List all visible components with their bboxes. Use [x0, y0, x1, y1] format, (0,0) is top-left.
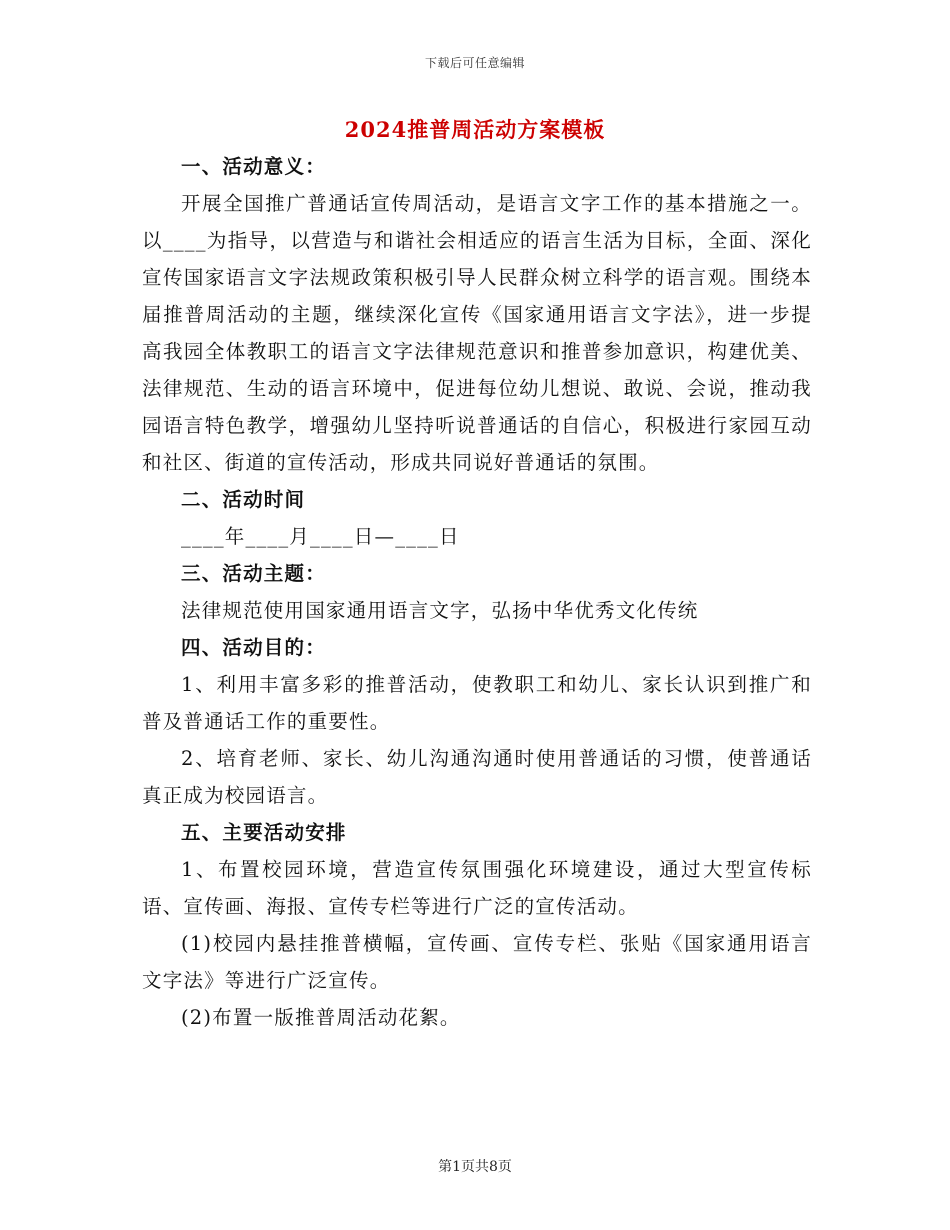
- page-footer: 第1页共8页: [438, 1159, 512, 1175]
- header-note: 下载后可任意编辑: [424, 56, 525, 70]
- section-heading: 四、活动目的：: [181, 636, 326, 659]
- paragraph: (2)布置一版推普周活动花絮。: [181, 1006, 461, 1029]
- section-heading: 五、主要活动安排: [181, 821, 347, 844]
- paragraph: (1)校园内悬挂推普横幅，宣传画、宣传专栏、张贴《国家通用语言文字法》等进行广泛宣传。: [142, 932, 812, 992]
- paragraph: 开展全国推广普通话宣传周活动，是语言文字工作的基本措施之一。以____为指导，以营造与和谐社会相适应的语言生活为目标，全面、深化宣传国家语言文字法规政策积极引导人民群众树立科学的语言观。围绕本届推普周活动的主题，继续深化宣传《国家通用语言文字法》，进一步提高我园全体教职工的语言文字法律规范意识和推普参加意识，构建优美、法律规范、生动的语言环境中，促进每位幼儿想说、敢说、会说，推动我园语言特色教学，增强幼儿坚持听说普通话的自信心，积极进行家园互动和社区、街道的宣传活动，形成共同说好普通话的氛围。: [142, 192, 812, 474]
- section-heading: 二、活动时间: [181, 488, 306, 511]
- document-title: 2024推普周活动方案模板: [344, 117, 606, 142]
- paragraph: 1、布置校园环境，营造宣传氛围强化环境建设，通过大型宣传标语、宣传画、海报、宣传专栏等进行广泛的宣传活动。: [142, 858, 812, 918]
- paragraph: 2、培育老师、家长、幼儿沟通沟通时使用普通话的习惯，使普通话真正成为校园语言。: [142, 747, 812, 807]
- paragraph: 1、利用丰富多彩的推普活动，使教职工和幼儿、家长认识到推广和普及普通话工作的重要性。: [142, 673, 812, 733]
- document-body: [142, 148, 812, 1036]
- section-heading: 一、活动意义：: [181, 155, 326, 178]
- paragraph: ____年____月____日—____日: [181, 525, 460, 548]
- paragraph: 法律规范使用国家通用语言文字，弘扬中华优秀文化传统: [181, 599, 699, 622]
- section-heading: 三、活动主题：: [181, 562, 326, 585]
